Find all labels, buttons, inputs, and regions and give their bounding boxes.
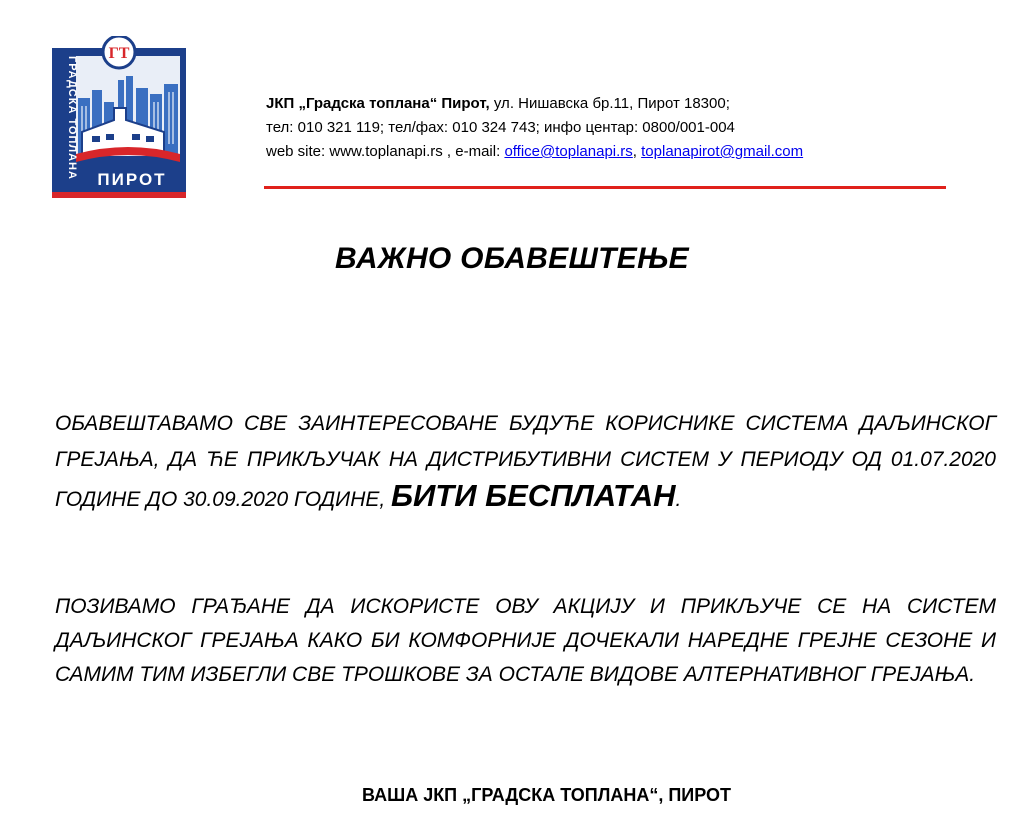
company-logo [52,36,186,198]
organization-name: ЈКП „Градска топлана“ Пирот, [266,95,490,112]
notice-paragraph-2: ПОЗИВАМО ГРАЂАНЕ ДА ИСКОРИСТЕ ОВУ АКЦИЈУ И ПРИКЉУЧЕ СЕ НА СИСТЕМ ДАЉИНСКОГ ГРЕЈАЊА КАКО БИ КОМФОРНИЈЕ ДОЧЕКАЛИ НАРЕДНЕ ГРЕЈНЕ СЕЗОНЕ И САМИМ ТИМ ИЗБЕГЛИ СВЕ ТРОШКОВЕ ЗА ОСТАЛЕ ВИДОВЕ АЛТЕРНАТИВНОГ ГРЕЈАЊА. [55,595,996,686]
email-separator: , [632,143,642,160]
header-divider [264,186,946,189]
organization-address: ул. Нишавска бр.11, Пирот 18300; [493,95,730,112]
letterhead-address-line [266,92,803,116]
website-text: web site: www.toplanapi.rs , e-mail: [266,143,505,160]
logo-monogram: ГТ [108,45,130,62]
web-line [266,140,803,164]
notice-paragraph-1 [55,406,996,518]
paragraph-1-text: ОБАВЕШТАВАМО СВЕ ЗАИНТЕРЕСОВАНЕ БУДУЋЕ КОРИСНИКЕ СИСТЕМА ДАЉИНСКОГ ГРЕЈАЊА, ДА ЋЕ ПРИКЉУЧАК НА ДИСТРИБУТИВНИ СИСТЕМ У ПЕРИОДУ ОД 01.07.2020 ГОДИНЕ ДО 30.09.2020 ГОДИНЕ, [55,412,996,511]
logo-vertical-text: ГРАДСКА ТОПЛАНА [66,56,78,180]
free-connection-emphasis: БИТИ БЕСПЛАТАН [391,478,676,513]
email-link-office[interactable]: office@toplanapi.rs [504,143,633,160]
letterhead [266,92,803,164]
notice-title: ВАЖНО ОБАВЕШТЕЊЕ [335,242,689,275]
email-link-gmail[interactable]: toplanapirot@gmail.com [641,143,804,160]
signature: ВАША ЈКП „ГРАДСКА ТОПЛАНА“, ПИРОТ [362,785,731,805]
logo-city-text: ПИРОТ [97,170,167,189]
paragraph-1-end: . [675,488,682,511]
phone-line: тел: 010 321 119; тел/фах: 010 324 743; инфо центар: 0800/001-004 [266,119,735,136]
